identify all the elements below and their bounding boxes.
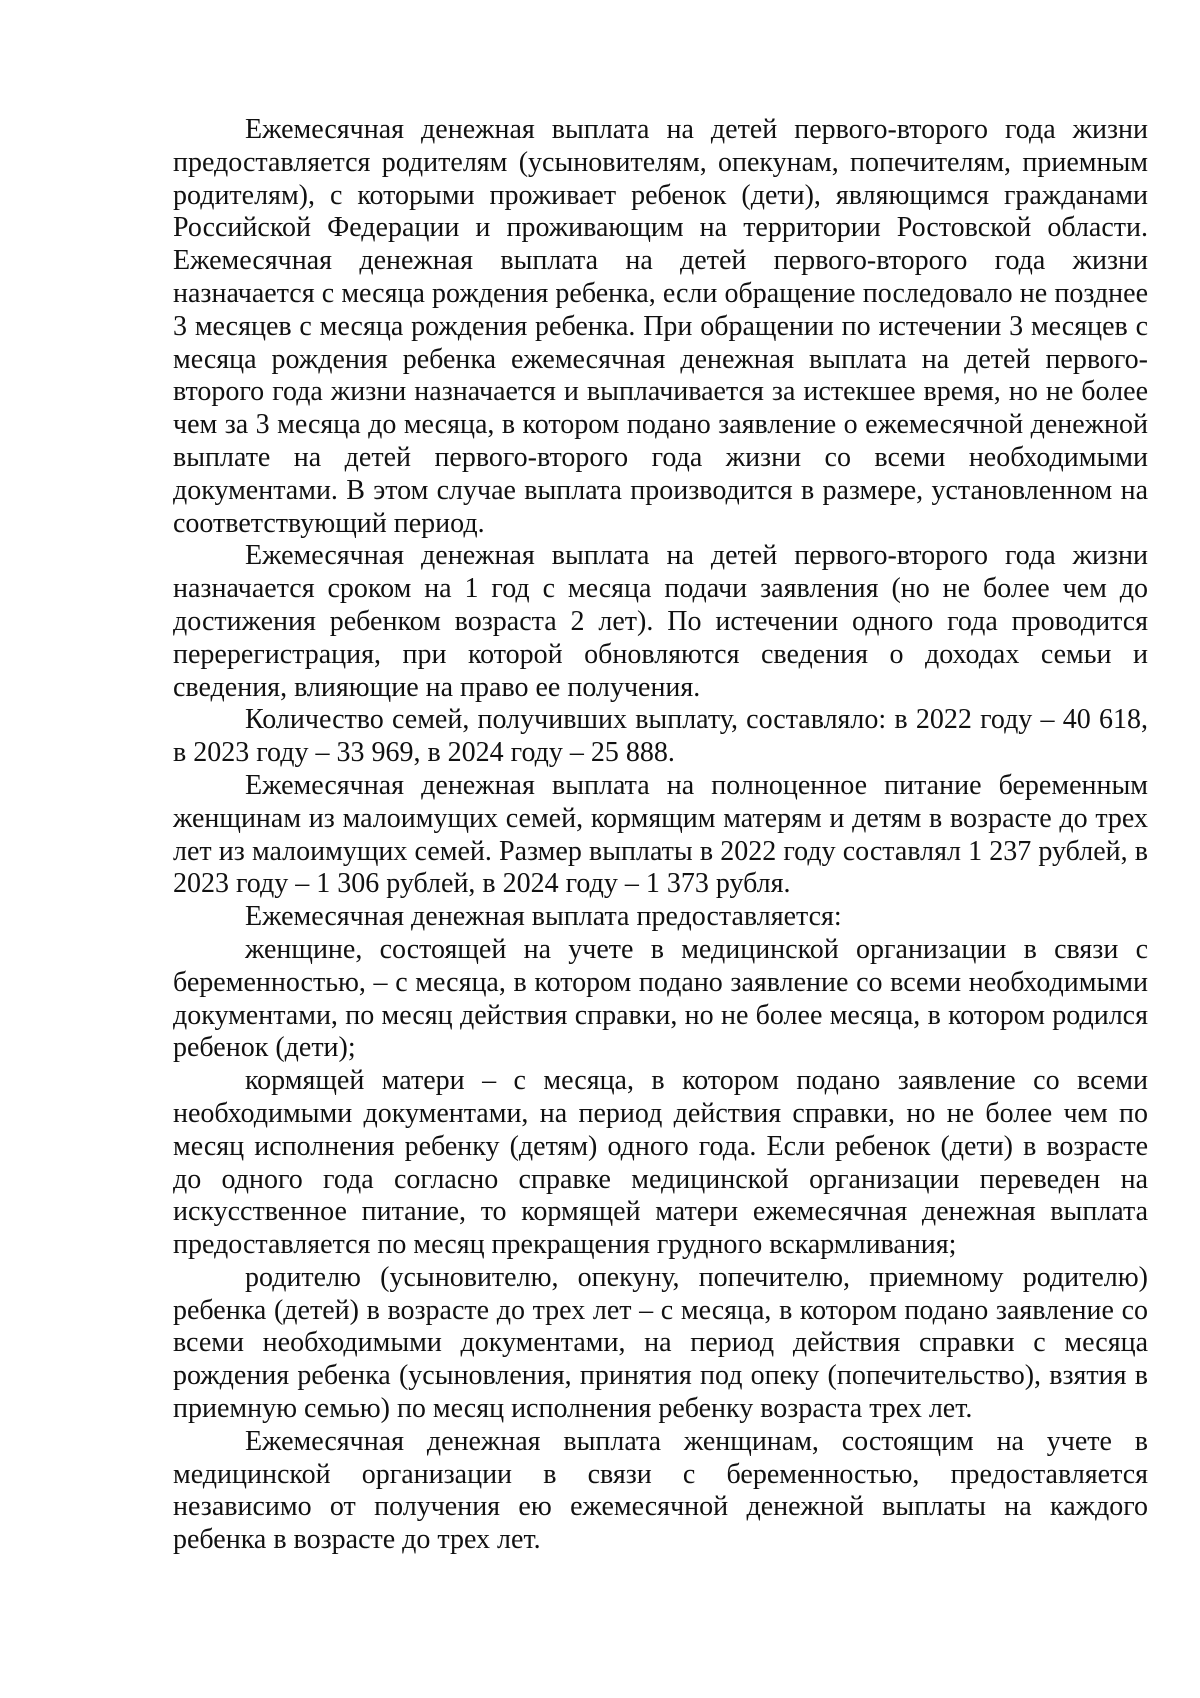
paragraph-families-count: Количество семей, получивших выплату, составляло: в 2022 году – 40 618, в 2023 году – 33 969, в 2024 году – 25 888.	[173, 704, 1148, 769]
list-item-parent: родителю (усыновителю, опекуну, попечителю, приемному родителю) ребенка (детей) в возрасте до трех лет – с месяца, в котором подано заявление со всеми необходимыми документами, на период действия справки с месяца рождения ребенка (усыновления, принятия под опеку (попечительство), взятия в приемную семью) по месяц исполнения ребенку возраста трех лет.	[173, 1261, 1148, 1425]
paragraph-payment-term: Ежемесячная денежная выплата на детей первого-второго года жизни назначается сроком на 1 год с месяца подачи заявления (но не более чем до достижения ребенком возраста 2 лет). По истечении одного года проводится перерегистрация, при которой обновляются сведения о доходах семьи и сведения, влияющие на право ее получения.	[173, 540, 1148, 703]
list-item-pregnant-woman: женщине, состоящей на учете в медицинской организации в связи с беременностью, – с месяца, в котором подано заявление со всеми необходимыми документами, по месяц действия справки, но не более месяца, в котором родился ребенок (дети);	[173, 933, 1148, 1064]
paragraph-nutrition-payment: Ежемесячная денежная выплата на полноценное питание беременным женщинам из малоимущих семей, кормящим матерям и детям в возрасте до трех лет из малоимущих семей. Размер выплаты в 2022 году составлял 1 237 рублей, в 2023 году – 1 306 рублей, в 2024 году – 1 373 рубля.	[173, 769, 1148, 900]
document-body	[173, 114, 1148, 1557]
paragraph-payment-first-second-year: Ежемесячная денежная выплата на детей первого-второго года жизни предоставляется родителям (усыновителям, опекунам, попечителям, приемным родителям), с которыми проживает ребенок (дети), являющимся гражданами Российской Федерации и проживающим на территории Ростовской области. Ежемесячная денежная выплата на детей первого-второго года жизни назначается с месяца рождения ребенка, если обращение последовало не позднее 3 месяцев с месяца рождения ребенка. При обращении по истечении 3 месяцев с месяца рождения ребенка ежемесячная денежная выплата на детей первого-второго года жизни назначается и выплачивается за истекшее время, но не более чем за 3 месяца до месяца, в котором подано заявление о ежемесячной денежной выплате на детей первого-второго года жизни со всеми необходимыми документами. В этом случае выплата производится в размере, установленном на соответствующий период.	[173, 114, 1148, 539]
list-item-nursing-mother: кормящей матери – с месяца, в котором подано заявление со всеми необходимыми документами, на период действия справки, но не более чем по месяц исполнения ребенку (детям) одного года. Если ребенок (дети) в возрасте до одного года согласно справке медицинской организации переведен на искусственное питание, то кормящей матери ежемесячная денежная выплата предоставляется по месяц прекращения грудного вскармливания;	[173, 1065, 1148, 1261]
paragraph-independent-payment: Ежемесячная денежная выплата женщинам, состоящим на учете в медицинской организации в связи с беременностью, предоставляется независимо от получения ею ежемесячной денежной выплаты на каждого ребенка в возрасте до трех лет.	[173, 1425, 1148, 1556]
paragraph-payment-provided: Ежемесячная денежная выплата предоставляется:	[245, 901, 842, 933]
